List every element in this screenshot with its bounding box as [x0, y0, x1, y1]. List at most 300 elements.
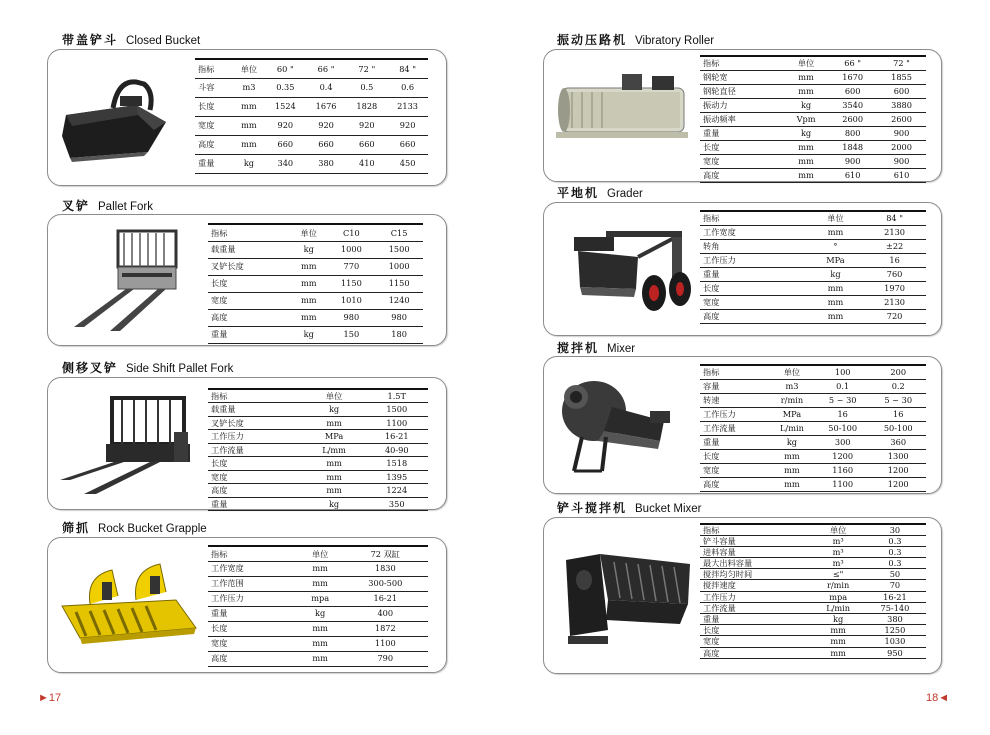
- spec-header-cell: 单位: [298, 546, 343, 561]
- spec-cell: 1670: [828, 70, 877, 84]
- spec-cell: mm: [303, 470, 366, 484]
- product-card-vibratory-roller: [543, 49, 942, 182]
- spec-cell: 宽度: [195, 116, 233, 135]
- section-header-mixer: [557, 339, 635, 356]
- spec-cell: mm: [769, 477, 815, 491]
- spec-cell: 2000: [877, 140, 926, 154]
- spec-cell: 1848: [828, 140, 877, 154]
- section-title-en: Bucket Mixer: [635, 503, 702, 515]
- spec-cell: m³: [812, 535, 863, 546]
- spec-cell: 工作流量: [700, 602, 812, 613]
- spec-cell: 重量: [700, 614, 812, 625]
- spec-cell: mm: [808, 295, 863, 309]
- spec-cell: 450: [387, 154, 428, 173]
- section-header-grader: [557, 184, 643, 201]
- spec-cell: 1150: [375, 275, 423, 292]
- spec-cell: r/min: [812, 580, 863, 591]
- spec-cell: 斗容: [195, 78, 233, 97]
- spec-cell: MPa: [303, 430, 366, 444]
- spec-cell: 920: [265, 116, 306, 135]
- spec-cell: 1300: [870, 449, 926, 463]
- spec-cell: 叉铲长度: [208, 416, 303, 430]
- spec-header-cell: 指标: [208, 224, 290, 241]
- product-card-closed-bucket: [47, 49, 447, 186]
- spec-cell: 790: [343, 651, 428, 666]
- spec-cell: 振动力: [700, 98, 784, 112]
- spec-row: [700, 281, 926, 295]
- spec-row: [208, 292, 423, 309]
- spec-cell: mm: [290, 275, 328, 292]
- spec-cell: kg: [298, 606, 343, 621]
- spec-header-row: [700, 365, 926, 379]
- spec-cell: 工作范围: [208, 576, 298, 591]
- spec-cell: 铲斗容量: [700, 535, 812, 546]
- spec-header-cell: 100: [815, 365, 871, 379]
- section-header-side-shift-pallet-fork: [62, 359, 233, 376]
- spec-header-cell: 1.5T: [365, 389, 428, 403]
- section-title-en: Vibratory Roller: [635, 35, 715, 47]
- spec-cell: mm: [784, 70, 828, 84]
- spec-cell: 重量: [700, 126, 784, 140]
- spec-header-cell: 单位: [303, 389, 366, 403]
- spec-row: [208, 636, 428, 651]
- spec-cell: 1000: [327, 241, 375, 258]
- spec-header-cell: 单位: [808, 211, 863, 225]
- spec-cell: mm: [784, 154, 828, 168]
- spec-cell: 宽度: [208, 470, 303, 484]
- section-header-closed-bucket: [62, 31, 200, 48]
- section-title-en: Mixer: [607, 343, 636, 355]
- section-title-zh: 叉铲: [62, 199, 91, 213]
- spec-cell: 高度: [195, 135, 233, 154]
- spec-cell: 600: [877, 84, 926, 98]
- spec-header-cell: 指标: [208, 389, 303, 403]
- spec-cell: 900: [877, 126, 926, 140]
- spec-cell: 360: [870, 435, 926, 449]
- spec-cell: 1160: [815, 463, 871, 477]
- spec-cell: mm: [769, 463, 815, 477]
- spec-cell: 0.6: [387, 78, 428, 97]
- spec-cell: 0.2: [870, 379, 926, 393]
- spec-table-side-shift-pallet-fork: [208, 388, 428, 511]
- spec-row: [700, 379, 926, 393]
- spec-cell: mm: [784, 140, 828, 154]
- spec-cell: kg: [808, 267, 863, 281]
- spec-header-cell: 单位: [769, 365, 815, 379]
- spec-cell: 16: [870, 407, 926, 421]
- spec-row: [208, 443, 428, 457]
- spec-cell: 高度: [700, 168, 784, 182]
- section-title-en: Rock Bucket Grapple: [98, 523, 207, 535]
- spec-cell: 2600: [877, 112, 926, 126]
- spec-cell: 980: [327, 309, 375, 326]
- spec-row: [700, 558, 926, 569]
- spec-row: [208, 275, 423, 292]
- spec-row: [700, 126, 926, 140]
- spec-cell: kg: [303, 497, 366, 511]
- spec-header-cell: 单位: [290, 224, 328, 241]
- spec-header-cell: 30: [864, 524, 926, 535]
- spec-cell: 1100: [815, 477, 871, 491]
- spec-row: [700, 168, 926, 182]
- spec-cell: 长度: [208, 621, 298, 636]
- spec-cell: L/min: [812, 602, 863, 613]
- spec-cell: mm: [233, 135, 265, 154]
- spec-cell: 振动频率: [700, 112, 784, 126]
- product-card-bucket-mixer: [543, 517, 942, 674]
- spec-cell: 3880: [877, 98, 926, 112]
- spec-header-cell: 指标: [700, 56, 784, 70]
- spec-cell: 1010: [327, 292, 375, 309]
- spec-cell: 70: [864, 580, 926, 591]
- spec-cell: mm: [303, 484, 366, 498]
- spec-cell: kg: [784, 98, 828, 112]
- pallet-fork-image: [62, 227, 192, 337]
- spec-cell: 叉铲长度: [208, 258, 290, 275]
- spec-row: [208, 591, 428, 606]
- spec-row: [700, 602, 926, 613]
- spec-cell: 1030: [864, 636, 926, 647]
- spec-cell: mm: [784, 168, 828, 182]
- grader-image: [566, 227, 696, 317]
- spec-cell: 1872: [343, 621, 428, 636]
- spec-cell: 1000: [375, 258, 423, 275]
- spec-header-cell: C10: [327, 224, 375, 241]
- spec-row: [208, 309, 423, 326]
- spec-cell: 转速: [700, 393, 769, 407]
- product-card-mixer: [543, 356, 942, 494]
- spec-cell: 工作压力: [208, 591, 298, 606]
- spec-row: [700, 636, 926, 647]
- spec-cell: 1518: [365, 457, 428, 471]
- spec-cell: 380: [306, 154, 347, 173]
- spec-cell: r/min: [769, 393, 815, 407]
- spec-cell: 2133: [387, 97, 428, 116]
- spec-header-cell: 84 ": [387, 59, 428, 78]
- spec-header-cell: 72 ": [877, 56, 926, 70]
- spec-cell: 搅拌均匀时间: [700, 569, 812, 580]
- spec-cell: 660: [346, 135, 387, 154]
- closed-bucket-image: [58, 70, 188, 165]
- spec-header-cell: C15: [375, 224, 423, 241]
- spec-row: [700, 647, 926, 658]
- spec-cell: kg: [303, 403, 366, 417]
- spec-cell: 0.1: [815, 379, 871, 393]
- section-title-zh: 侧移叉铲: [62, 361, 119, 375]
- spec-row: [700, 225, 926, 239]
- spec-row: [208, 403, 428, 417]
- section-header-bucket-mixer: [557, 499, 701, 516]
- spec-row: [700, 393, 926, 407]
- spec-header-cell: 单位: [233, 59, 265, 78]
- spec-row: [208, 258, 423, 275]
- spec-cell: 50: [864, 569, 926, 580]
- spec-cell: 660: [265, 135, 306, 154]
- spec-cell: mm: [298, 651, 343, 666]
- spec-cell: 高度: [700, 309, 808, 323]
- spec-row: [700, 421, 926, 435]
- spec-row: [700, 449, 926, 463]
- spec-table-vibratory-roller: [700, 55, 926, 183]
- spec-cell: ±22: [863, 239, 926, 253]
- spec-header-cell: 指标: [700, 365, 769, 379]
- spec-cell: 宽度: [700, 463, 769, 477]
- spec-cell: 1100: [365, 416, 428, 430]
- side-shift-pallet-fork-image: [56, 392, 196, 502]
- spec-row: [700, 112, 926, 126]
- spec-cell: L/min: [769, 421, 815, 435]
- spec-cell: mm: [290, 258, 328, 275]
- bucket-mixer-image: [560, 540, 700, 655]
- spec-cell: 0.4: [306, 78, 347, 97]
- spec-header-row: [700, 211, 926, 225]
- spec-header-row: [700, 524, 926, 535]
- spec-cell: m³: [812, 558, 863, 569]
- product-card-rock-bucket-grapple: [47, 537, 447, 673]
- spec-cell: MPa: [769, 407, 815, 421]
- spec-row: [700, 253, 926, 267]
- spec-cell: 最大出料容量: [700, 558, 812, 569]
- spec-cell: 610: [828, 168, 877, 182]
- spec-cell: 0.35: [265, 78, 306, 97]
- spec-cell: kg: [784, 126, 828, 140]
- spec-cell: 1200: [870, 477, 926, 491]
- rock-bucket-grapple-image: [56, 556, 206, 656]
- spec-cell: 容量: [700, 379, 769, 393]
- spec-header-cell: 66 ": [828, 56, 877, 70]
- spec-cell: 长度: [208, 275, 290, 292]
- spec-table-closed-bucket: [195, 58, 428, 174]
- section-title-en: Closed Bucket: [126, 35, 201, 47]
- section-title-zh: 带盖铲斗: [62, 33, 119, 47]
- product-card-pallet-fork: [47, 214, 447, 346]
- spec-cell: 1500: [375, 241, 423, 258]
- spec-cell: 重量: [195, 154, 233, 173]
- spec-cell: m3: [769, 379, 815, 393]
- spec-row: [700, 435, 926, 449]
- spec-row: [700, 591, 926, 602]
- spec-cell: mm: [303, 457, 366, 471]
- spec-cell: 0.3: [864, 558, 926, 569]
- spec-row: [700, 70, 926, 84]
- spec-row: [208, 470, 428, 484]
- spec-cell: 1150: [327, 275, 375, 292]
- spec-row: [700, 267, 926, 281]
- spec-table-grader: [700, 210, 926, 324]
- spec-cell: kg: [812, 614, 863, 625]
- spec-table-mixer: [700, 364, 926, 492]
- spec-cell: 工作压力: [700, 253, 808, 267]
- spec-cell: m3: [233, 78, 265, 97]
- spec-cell: 长度: [195, 97, 233, 116]
- spec-cell: 16-21: [365, 430, 428, 444]
- spec-row: [195, 135, 428, 154]
- spec-cell: mm: [812, 636, 863, 647]
- spec-header-cell: 72 ": [346, 59, 387, 78]
- spec-cell: 0.5: [346, 78, 387, 97]
- spec-row: [208, 651, 428, 666]
- page-number-left: ►17: [38, 692, 62, 704]
- spec-cell: 1676: [306, 97, 347, 116]
- spec-header-cell: 指标: [208, 546, 298, 561]
- spec-cell: 进料容量: [700, 546, 812, 557]
- spec-header-row: [208, 389, 428, 403]
- spec-header-cell: 指标: [700, 524, 812, 535]
- vibratory-roller-image: [552, 66, 697, 166]
- spec-cell: 410: [346, 154, 387, 173]
- spec-cell: 900: [877, 154, 926, 168]
- spec-cell: 16-21: [343, 591, 428, 606]
- spec-cell: 980: [375, 309, 423, 326]
- spec-header-cell: 单位: [784, 56, 828, 70]
- spec-cell: 工作宽度: [700, 225, 808, 239]
- spec-cell: L/mm: [303, 443, 366, 457]
- section-title-zh: 平地机: [557, 186, 600, 200]
- spec-cell: kg: [769, 435, 815, 449]
- spec-row: [208, 497, 428, 511]
- spec-cell: 0.3: [864, 535, 926, 546]
- product-card-side-shift-pallet-fork: [47, 377, 447, 510]
- spec-cell: 载重量: [208, 241, 290, 258]
- section-title-zh: 振动压路机: [557, 33, 628, 47]
- spec-cell: 转角: [700, 239, 808, 253]
- spec-cell: mm: [784, 84, 828, 98]
- spec-cell: mm: [812, 647, 863, 658]
- spec-cell: 50-100: [870, 421, 926, 435]
- spec-cell: 1200: [815, 449, 871, 463]
- spec-cell: 钢轮直径: [700, 84, 784, 98]
- spec-cell: kg: [233, 154, 265, 173]
- spec-cell: 900: [828, 154, 877, 168]
- spec-cell: 380: [864, 614, 926, 625]
- section-title-en: Pallet Fork: [98, 201, 153, 213]
- spec-cell: 950: [864, 647, 926, 658]
- spec-header-cell: 72 双缸: [343, 546, 428, 561]
- spec-cell: 1200: [870, 463, 926, 477]
- spec-cell: 宽度: [700, 154, 784, 168]
- spec-cell: kg: [290, 326, 328, 343]
- spec-cell: 重量: [208, 326, 290, 343]
- spec-cell: 40-90: [365, 443, 428, 457]
- spec-cell: 16: [815, 407, 871, 421]
- spec-header-cell: 指标: [195, 59, 233, 78]
- spec-cell: 2600: [828, 112, 877, 126]
- section-header-rock-bucket-grapple: [62, 519, 207, 536]
- spec-cell: 800: [828, 126, 877, 140]
- spec-cell: 钢轮宽: [700, 70, 784, 84]
- spec-cell: ≤": [812, 569, 863, 580]
- spec-header-row: [208, 546, 428, 561]
- spec-cell: 600: [828, 84, 877, 98]
- spec-cell: 长度: [700, 281, 808, 295]
- spec-cell: mm: [290, 309, 328, 326]
- spec-cell: 重量: [208, 497, 303, 511]
- spec-cell: MPa: [808, 253, 863, 267]
- spec-row: [700, 535, 926, 546]
- spec-cell: 3540: [828, 98, 877, 112]
- spec-cell: 760: [863, 267, 926, 281]
- spec-row: [208, 241, 423, 258]
- spec-cell: 宽度: [208, 292, 290, 309]
- spec-cell: 长度: [700, 140, 784, 154]
- spec-header-row: [195, 59, 428, 78]
- spec-cell: 高度: [700, 477, 769, 491]
- spec-cell: °: [808, 239, 863, 253]
- spec-row: [700, 477, 926, 491]
- spec-row: [700, 625, 926, 636]
- spec-cell: 重量: [700, 435, 769, 449]
- spec-cell: 660: [306, 135, 347, 154]
- spec-header-cell: 200: [870, 365, 926, 379]
- spec-cell: 2130: [863, 225, 926, 239]
- spec-cell: 长度: [700, 449, 769, 463]
- section-header-vibratory-roller: [557, 31, 714, 48]
- spec-cell: 1224: [365, 484, 428, 498]
- spec-row: [195, 154, 428, 173]
- spec-cell: 1855: [877, 70, 926, 84]
- spec-row: [700, 239, 926, 253]
- spec-cell: mpa: [298, 591, 343, 606]
- spec-row: [700, 614, 926, 625]
- page-number-right: 18◄: [926, 692, 950, 704]
- spec-cell: 5 ~ 30: [870, 393, 926, 407]
- section-title-zh: 搅拌机: [557, 341, 600, 355]
- spec-cell: 1240: [375, 292, 423, 309]
- spec-cell: 75-140: [864, 602, 926, 613]
- spec-cell: 920: [387, 116, 428, 135]
- spec-cell: 50-100: [815, 421, 871, 435]
- spec-cell: 1395: [365, 470, 428, 484]
- spec-cell: 150: [327, 326, 375, 343]
- spec-row: [208, 561, 428, 576]
- spec-table-pallet-fork: [208, 223, 423, 344]
- spec-cell: 高度: [208, 484, 303, 498]
- spec-cell: 180: [375, 326, 423, 343]
- spec-header-cell: 60 ": [265, 59, 306, 78]
- spec-cell: 16: [863, 253, 926, 267]
- spec-cell: 300-500: [343, 576, 428, 591]
- spec-table-rock-bucket-grapple: [208, 545, 428, 667]
- section-title-zh: 铲斗搅拌机: [557, 501, 628, 515]
- spec-cell: 400: [343, 606, 428, 621]
- spec-cell: 920: [306, 116, 347, 135]
- spec-cell: mm: [808, 281, 863, 295]
- spec-cell: 工作压力: [208, 430, 303, 444]
- spec-table-bucket-mixer: [700, 523, 926, 659]
- spec-cell: 宽度: [208, 636, 298, 651]
- spec-cell: 工作流量: [208, 443, 303, 457]
- spec-cell: 1970: [863, 281, 926, 295]
- spec-cell: 工作压力: [700, 407, 769, 421]
- spec-header-cell: 指标: [700, 211, 808, 225]
- section-title-en: Grader: [607, 188, 643, 200]
- spec-row: [208, 576, 428, 591]
- section-header-pallet-fork: [62, 197, 153, 214]
- spec-cell: 720: [863, 309, 926, 323]
- spec-row: [208, 484, 428, 498]
- spec-cell: 350: [365, 497, 428, 511]
- spec-cell: 660: [387, 135, 428, 154]
- spec-cell: 工作宽度: [208, 561, 298, 576]
- spec-row: [700, 580, 926, 591]
- spec-header-cell: 84 ": [863, 211, 926, 225]
- spec-cell: m³: [812, 546, 863, 557]
- spec-cell: mm: [298, 576, 343, 591]
- spec-cell: 0.3: [864, 546, 926, 557]
- spec-cell: 1828: [346, 97, 387, 116]
- spec-cell: mm: [298, 561, 343, 576]
- spec-row: [700, 140, 926, 154]
